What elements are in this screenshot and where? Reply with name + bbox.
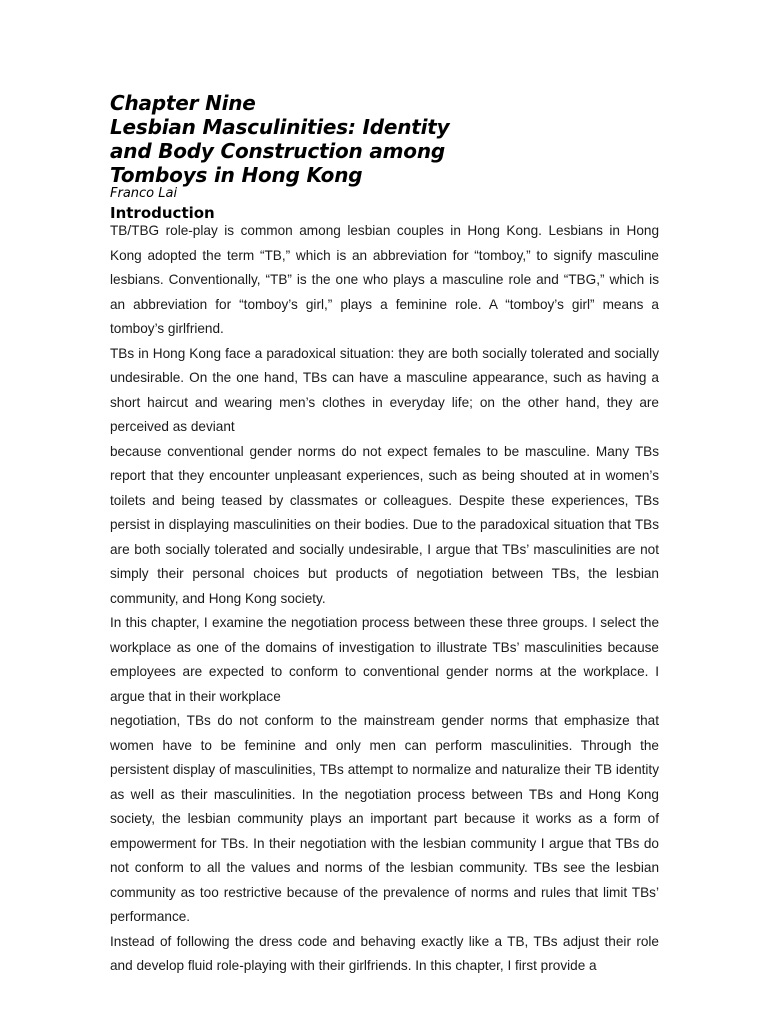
title-block: [110, 91, 670, 187]
paragraph: TB/TBG role-play is common among lesbian couples in Hong Kong. Lesbians in Hong Kong adopted the term “TB,” which is an abbreviation for “tomboy,” to signify masculine lesbians. Conventionally, “TB” is the one who plays a masculine role and “TBG,” which is an abbreviation for “tomboy’s girl,” plays a feminine role. A “tomboy’s girl” means a tomboy’s girlfriend.: [110, 223, 659, 336]
paragraph: negotiation, TBs do not conform to the mainstream gender norms that emphasize that women have to be feminine and only men can perform masculinities. Through the persistent display of masculinities, TBs attempt to normalize and naturalize their TB identity as well as their masculinities. In the negotiation process between TBs and Hong Kong society, the lesbian community plays an important part because it works as a form of empowerment for TBs. In their negotiation with the lesbian community I argue that TBs do not conform to all the values and norms of the lesbian community. TBs see the lesbian community as too restrictive because of the prevalence of norms and rules that limit TBs’ performance.: [110, 713, 659, 924]
paragraph: Instead of following the dress code and behaving exactly like a TB, TBs adjust their role and develop fluid role-playing with their girlfriends. In this chapter, I first provide a: [110, 933, 659, 973]
chapter-title-line-3: Tomboys in Hong Kong: [110, 163, 363, 187]
chapter-title-line-2: and Body Construction among: [110, 139, 445, 163]
section-heading: Introduction: [110, 204, 215, 222]
author-name: Franco Lai: [110, 186, 178, 201]
chapter-label: Chapter Nine: [110, 91, 256, 115]
body-text: [110, 219, 659, 979]
paragraph: because conventional gender norms do not expect females to be masculine. Many TBs report that they encounter unpleasant experiences, such as being shouted at in women’s toilets and being teased by classmates or colleagues. Despite these experiences, TBs persist in displaying masculinities on their bodies. Due to the paradoxical situation that TBs are both socially tolerated and socially undesirable, I argue that TBs’ masculinities are not simply their personal choices but products of negotiation between TBs, the lesbian community, and Hong Kong society.: [110, 443, 659, 606]
paragraph: TBs in Hong Kong face a paradoxical situation: they are both socially tolerated and socially undesirable. On the one hand, TBs can have a masculine appearance, such as having a short haircut and wearing men’s clothes in everyday life; on the other hand, they are perceived as deviant: [110, 345, 659, 434]
paragraph: In this chapter, I examine the negotiation process between these three groups. I select the workplace as one of the domains of investigation to illustrate TBs’ masculinities because employees are expected to conform to conventional gender norms at the workplace. I argue that in their workplace: [110, 615, 659, 704]
chapter-title-line-1: Lesbian Masculinities: Identity: [110, 115, 450, 139]
